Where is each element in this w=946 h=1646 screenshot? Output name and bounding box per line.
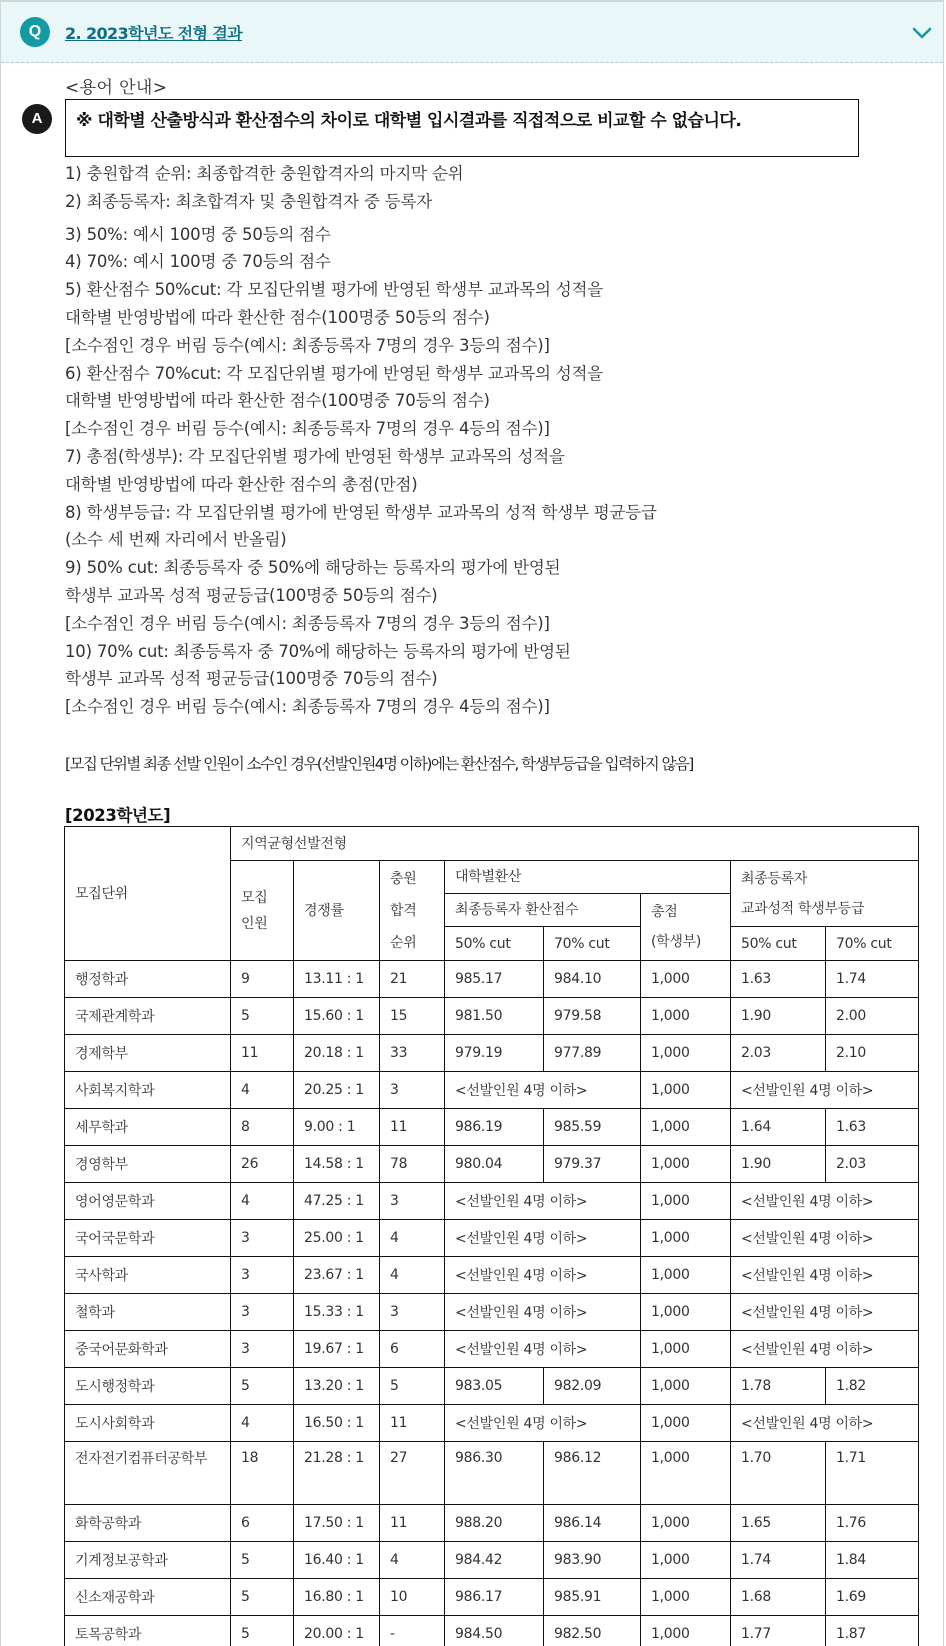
definition-line: 6) 환산점수 70%cut: 각 모집단위별 평가에 반영된 학생부 교과목의 성적을	[65, 363, 603, 383]
cell-grade-70: 1.63	[826, 1109, 919, 1146]
question-badge-icon: Q	[20, 17, 50, 47]
cell-grade-70: 2.00	[826, 998, 919, 1035]
cell-total: 1,000	[641, 1146, 731, 1183]
definition-line: [소수점인 경우 버림 등수(예시: 최종등록자 7명의 경우 4등의 점수)]	[65, 419, 550, 439]
cell-quota: 9	[231, 961, 294, 998]
cell-rank: 4	[380, 1220, 445, 1257]
table-row	[65, 1405, 919, 1442]
cell-grade-50: 1.90	[731, 1146, 826, 1183]
cell-unit: 기계정보공학과	[65, 1542, 231, 1579]
table-row	[65, 1331, 919, 1368]
cell-competition: 15.60 : 1	[294, 998, 380, 1035]
cell-grade-50: 2.03	[731, 1035, 826, 1072]
table-row	[65, 1183, 919, 1220]
table-row	[65, 1442, 919, 1505]
cell-quota: 8	[231, 1109, 294, 1146]
cell-rank: 11	[380, 1505, 445, 1542]
cell-unit: 영어영문학과	[65, 1183, 231, 1220]
cell-total: 1,000	[641, 1072, 731, 1109]
header-grade-cut70: 70% cut	[826, 927, 919, 961]
cell-unit: 국제관계학과	[65, 998, 231, 1035]
cell-unit: 철학과	[65, 1294, 231, 1331]
cell-total: 1,000	[641, 1035, 731, 1072]
cell-score-merged: <선발인원 4명 이하>	[445, 1183, 641, 1220]
header-competition: 경쟁률	[294, 861, 380, 961]
cell-rank: 3	[380, 1294, 445, 1331]
cell-grade-70: 2.03	[826, 1146, 919, 1183]
cell-quota: 5	[231, 1616, 294, 1646]
cell-score-merged: <선발인원 4명 이하>	[445, 1405, 641, 1442]
cell-competition: 17.50 : 1	[294, 1505, 380, 1542]
definition-line: 8) 학생부등급: 각 모집단위별 평가에 반영된 학생부 교과목의 성적 학생부 평균등급	[65, 502, 657, 522]
cell-unit: 중국어문화학과	[65, 1331, 231, 1368]
cell-rank: 3	[380, 1072, 445, 1109]
cell-competition: 15.33 : 1	[294, 1294, 380, 1331]
cell-grade-merged: <선발인원 4명 이하>	[731, 1331, 919, 1368]
table-row	[65, 1109, 919, 1146]
cell-grade-70: 1.76	[826, 1505, 919, 1542]
cell-score-70: 983.90	[544, 1542, 641, 1579]
definition-line: (소수 세 번째 자리에서 반올림)	[65, 530, 287, 550]
definition-line: 10) 70% cut: 최종등록자 중 70%에 해당하는 등록자의 평가에 반영된	[65, 641, 571, 661]
definition-line: 학생부 교과목 성적 평균등급(100명중 50등의 점수)	[65, 585, 438, 605]
definition-line: 학생부 교과목 성적 평균등급(100명중 70등의 점수)	[65, 669, 438, 689]
cell-unit: 국사학과	[65, 1257, 231, 1294]
cell-quota: 5	[231, 1579, 294, 1616]
cell-unit: 도시사회학과	[65, 1405, 231, 1442]
cell-quota: 26	[231, 1146, 294, 1183]
cell-competition: 23.67 : 1	[294, 1257, 380, 1294]
cell-total: 1,000	[641, 1542, 731, 1579]
cell-score-70: 982.09	[544, 1368, 641, 1405]
cell-score-merged: <선발인원 4명 이하>	[445, 1294, 641, 1331]
header-unit: 모집단위	[65, 827, 231, 961]
header-rank: 충원 합격 순위	[380, 861, 445, 961]
cell-competition: 16.40 : 1	[294, 1542, 380, 1579]
cell-unit: 신소재공학과	[65, 1579, 231, 1616]
table-row	[65, 1220, 919, 1257]
notice-box	[65, 99, 859, 157]
cell-grade-merged: <선발인원 4명 이하>	[731, 1220, 919, 1257]
cell-unit: 국어국문학과	[65, 1220, 231, 1257]
cell-rank: 11	[380, 1109, 445, 1146]
table-row	[65, 1616, 919, 1646]
cell-quota: 11	[231, 1035, 294, 1072]
table-row	[65, 961, 919, 998]
cell-score-50: 979.19	[445, 1035, 544, 1072]
cell-total: 1,000	[641, 1294, 731, 1331]
cell-grade-70: 1.84	[826, 1542, 919, 1579]
cell-grade-70: 1.82	[826, 1368, 919, 1405]
cell-quota: 6	[231, 1505, 294, 1542]
cell-competition: 21.28 : 1	[294, 1442, 380, 1505]
cell-total: 1,000	[641, 1505, 731, 1542]
cell-quota: 4	[231, 1405, 294, 1442]
cell-competition: 20.00 : 1	[294, 1616, 380, 1646]
cell-rank: 4	[380, 1542, 445, 1579]
header-grade-cut50: 50% cut	[731, 927, 826, 961]
cell-grade-merged: <선발인원 4명 이하>	[731, 1072, 919, 1109]
cell-score-70: 979.58	[544, 998, 641, 1035]
table-row	[65, 1368, 919, 1405]
cell-competition: 13.11 : 1	[294, 961, 380, 998]
cell-grade-50: 1.74	[731, 1542, 826, 1579]
cell-score-70: 986.12	[544, 1442, 641, 1505]
header-quota: 모집 인원	[231, 861, 294, 961]
cell-quota: 3	[231, 1220, 294, 1257]
cell-score-merged: <선발인원 4명 이하>	[445, 1072, 641, 1109]
cell-grade-merged: <선발인원 4명 이하>	[731, 1183, 919, 1220]
cell-score-70: 986.14	[544, 1505, 641, 1542]
cell-rank: 21	[380, 961, 445, 998]
cell-total: 1,000	[641, 1220, 731, 1257]
table-row	[65, 1505, 919, 1542]
cell-total: 1,000	[641, 1442, 731, 1505]
cell-score-70: 982.50	[544, 1616, 641, 1646]
cell-quota: 5	[231, 998, 294, 1035]
cell-score-50: 985.17	[445, 961, 544, 998]
table-body	[65, 961, 919, 1646]
cell-competition: 16.50 : 1	[294, 1405, 380, 1442]
cell-rank: 6	[380, 1331, 445, 1368]
cell-rank: 33	[380, 1035, 445, 1072]
cell-grade-50: 1.70	[731, 1442, 826, 1505]
table-row	[65, 1146, 919, 1183]
cell-score-50: 980.04	[445, 1146, 544, 1183]
cell-grade-70: 1.71	[826, 1442, 919, 1505]
definition-line: 9) 50% cut: 최종등록자 중 50%에 해당하는 등록자의 평가에 반영된	[65, 558, 561, 578]
cell-grade-50: 1.68	[731, 1579, 826, 1616]
cell-grade-merged: <선발인원 4명 이하>	[731, 1257, 919, 1294]
definition-line: 5) 환산점수 50%cut: 각 모집단위별 평가에 반영된 학생부 교과목의 성적을	[65, 280, 603, 300]
cell-score-50: 988.20	[445, 1505, 544, 1542]
cell-rank: 4	[380, 1257, 445, 1294]
admission-results-table	[64, 826, 919, 1646]
cell-score-50: 986.19	[445, 1109, 544, 1146]
cell-grade-50: 1.63	[731, 961, 826, 998]
header-cut50: 50% cut	[445, 927, 544, 961]
definition-line: 대학별 반영방법에 따라 환산한 점수(100명중 70등의 점수)	[65, 391, 490, 411]
cell-competition: 47.25 : 1	[294, 1183, 380, 1220]
cell-competition: 20.18 : 1	[294, 1035, 380, 1072]
question-header[interactable]	[1, 2, 943, 63]
cell-score-50: 981.50	[445, 998, 544, 1035]
cell-rank: 5	[380, 1368, 445, 1405]
cell-rank: 27	[380, 1442, 445, 1505]
cell-score-merged: <선발인원 4명 이하>	[445, 1331, 641, 1368]
cell-quota: 4	[231, 1072, 294, 1109]
definition-line: [소수점인 경우 버림 등수(예시: 최종등록자 7명의 경우 3등의 점수)]	[65, 335, 550, 355]
header-converted-score: 최종등록자 환산점수	[445, 894, 641, 927]
cell-quota: 3	[231, 1257, 294, 1294]
cell-rank: 10	[380, 1579, 445, 1616]
cell-quota: 18	[231, 1442, 294, 1505]
cell-rank: 15	[380, 998, 445, 1035]
cell-score-70: 985.59	[544, 1109, 641, 1146]
cell-quota: 5	[231, 1368, 294, 1405]
definition-line: 4) 70%: 예시 100명 중 70등의 점수	[65, 252, 331, 272]
cell-total: 1,000	[641, 998, 731, 1035]
table-row	[65, 998, 919, 1035]
cell-grade-50: 1.78	[731, 1368, 826, 1405]
header-cut70: 70% cut	[544, 927, 641, 961]
cell-grade-merged: <선발인원 4명 이하>	[731, 1294, 919, 1331]
cell-total: 1,000	[641, 1183, 731, 1220]
header-grade: 최종등록자 교과성적 학생부등급	[731, 861, 919, 927]
question-title-link[interactable]: 2. 2023학년도 전형 결과	[65, 24, 243, 43]
cell-score-70: 979.37	[544, 1146, 641, 1183]
table-row	[65, 1035, 919, 1072]
definition-line: 2) 최종등록자: 최초합격자 및 충원합격자 중 등록자	[65, 191, 432, 211]
cell-total: 1,000	[641, 1368, 731, 1405]
cell-score-merged: <선발인원 4명 이하>	[445, 1220, 641, 1257]
cell-total: 1,000	[641, 1579, 731, 1616]
cell-grade-70: 1.87	[826, 1616, 919, 1646]
cell-grade-50: 1.90	[731, 998, 826, 1035]
terms-guide-title: <용어 안내>	[65, 78, 168, 98]
cell-score-70: 985.91	[544, 1579, 641, 1616]
cell-unit: 전자전기컴퓨터공학부	[65, 1442, 231, 1505]
cell-total: 1,000	[641, 1257, 731, 1294]
cell-score-50: 984.50	[445, 1616, 544, 1646]
cell-unit: 경영학부	[65, 1146, 231, 1183]
table-row	[65, 1542, 919, 1579]
cell-grade-50: 1.64	[731, 1109, 826, 1146]
cell-quota: 4	[231, 1183, 294, 1220]
definition-line: 3) 50%: 예시 100명 중 50등의 점수	[65, 224, 331, 244]
cell-quota: 5	[231, 1542, 294, 1579]
cell-score-50: 983.05	[445, 1368, 544, 1405]
definition-line: 대학별 반영방법에 따라 환산한 점수(100명중 50등의 점수)	[65, 307, 490, 327]
header-track: 지역균형선발전형	[231, 827, 919, 861]
cell-total: 1,000	[641, 1405, 731, 1442]
cell-rank: 3	[380, 1183, 445, 1220]
cell-competition: 13.20 : 1	[294, 1368, 380, 1405]
answer-badge-icon: A	[22, 104, 52, 134]
header-univ-converted: 대학별환산	[445, 861, 731, 894]
cell-grade-70: 1.69	[826, 1579, 919, 1616]
table-row	[65, 1257, 919, 1294]
cell-score-70: 977.89	[544, 1035, 641, 1072]
chevron-down-icon[interactable]	[911, 24, 933, 42]
table-row	[65, 1072, 919, 1109]
cell-grade-50: 1.77	[731, 1616, 826, 1646]
cell-grade-50: 1.65	[731, 1505, 826, 1542]
cell-grade-70: 1.74	[826, 961, 919, 998]
cell-rank: -	[380, 1616, 445, 1646]
cell-unit: 세무학과	[65, 1109, 231, 1146]
definition-line: [소수점인 경우 버림 등수(예시: 최종등록자 7명의 경우 4등의 점수)]	[65, 697, 550, 717]
cell-unit: 경제학부	[65, 1035, 231, 1072]
cell-competition: 9.00 : 1	[294, 1109, 380, 1146]
term-definitions	[65, 160, 925, 721]
cell-rank: 78	[380, 1146, 445, 1183]
cell-grade-70: 2.10	[826, 1035, 919, 1072]
cell-score-50: 986.30	[445, 1442, 544, 1505]
cell-unit: 토목공학과	[65, 1616, 231, 1646]
cell-unit: 행정학과	[65, 961, 231, 998]
table-row	[65, 1294, 919, 1331]
definition-line: 1) 충원합격 순위: 최종합격한 충원합격자의 마지막 순위	[65, 164, 464, 183]
cell-score-50: 984.42	[445, 1542, 544, 1579]
cell-competition: 14.58 : 1	[294, 1146, 380, 1183]
header-total: 총점 (학생부)	[641, 894, 731, 961]
cell-competition: 20.25 : 1	[294, 1072, 380, 1109]
small-quota-note: [모집 단위별 최종 선발 인원이 소수인 경우(선발인원4명 이하)에는 환산점수, 학생부등급을 입력하지 않음]	[65, 755, 693, 773]
cell-quota: 3	[231, 1331, 294, 1368]
definition-line: 대학별 반영방법에 따라 환산한 점수의 총점(만점)	[65, 474, 418, 494]
cell-competition: 25.00 : 1	[294, 1220, 380, 1257]
cell-score-50: 986.17	[445, 1579, 544, 1616]
notice-text: ※ 대학별 산출방식과 환산점수의 차이로 대학별 입시결과를 직접적으로 비교할 수 없습니다.	[76, 111, 742, 131]
cell-unit: 사회복지학과	[65, 1072, 231, 1109]
cell-competition: 19.67 : 1	[294, 1331, 380, 1368]
cell-quota: 3	[231, 1294, 294, 1331]
cell-competition: 16.80 : 1	[294, 1579, 380, 1616]
cell-grade-merged: <선발인원 4명 이하>	[731, 1405, 919, 1442]
cell-total: 1,000	[641, 1616, 731, 1646]
cell-total: 1,000	[641, 1109, 731, 1146]
cell-total: 1,000	[641, 1331, 731, 1368]
cell-score-70: 984.10	[544, 961, 641, 998]
definition-line: 7) 총점(학생부): 각 모집단위별 평가에 반영된 학생부 교과목의 성적을	[65, 446, 565, 466]
year-heading: [2023학년도]	[65, 806, 171, 825]
cell-unit: 도시행정학과	[65, 1368, 231, 1405]
definition-line: [소수점인 경우 버림 등수(예시: 최종등록자 7명의 경우 3등의 점수)]	[65, 613, 550, 633]
cell-rank: 11	[380, 1405, 445, 1442]
cell-score-merged: <선발인원 4명 이하>	[445, 1257, 641, 1294]
cell-total: 1,000	[641, 961, 731, 998]
table-row	[65, 1579, 919, 1616]
cell-unit: 화학공학과	[65, 1505, 231, 1542]
